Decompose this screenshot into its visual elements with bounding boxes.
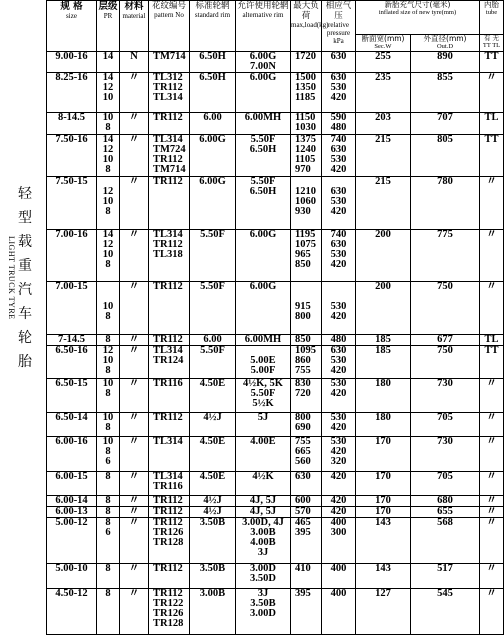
row-standard-rim: 4.50E (190, 472, 236, 496)
side-title-char: 胎 (18, 354, 32, 370)
row-alternative-rim: 4½K, 5K 5.50F 5½K (236, 379, 291, 413)
row-max-load: 1195 1075 965 850 (291, 230, 322, 282)
row-standard-rim: 3.50B (190, 518, 236, 564)
table-row (47, 507, 504, 518)
row-section-width: 170 (356, 437, 411, 472)
row-pattern: TR112 (149, 335, 190, 346)
row-section-width: 200 (356, 230, 411, 282)
row-max-load: 465 395 (291, 518, 322, 564)
row-pr: 14 12 10 8 (97, 135, 120, 177)
row-pressure: 400 (322, 589, 356, 635)
row-outer-diameter: 890 (411, 52, 480, 73)
row-outer-diameter: 545 (411, 589, 480, 635)
row-standard-rim: 3.50B (190, 564, 236, 589)
row-outer-diameter: 805 (411, 135, 480, 177)
row-max-load: 630 (291, 472, 322, 496)
table-row (47, 230, 504, 282)
row-size: 7.50-15 (47, 177, 97, 230)
row-pr: 14 12 10 (97, 73, 120, 113)
row-tube: 〃 (480, 379, 504, 413)
row-material: 〃 (120, 230, 149, 282)
row-pressure: 400 300 (322, 518, 356, 564)
row-tube: 〃 (480, 282, 504, 335)
row-material: 〃 (120, 472, 149, 496)
header-pr: 层级 PR (97, 1, 120, 52)
row-tube: 〃 (480, 413, 504, 437)
row-pr: 8 (97, 589, 120, 635)
side-title-char: 轮 (18, 330, 32, 346)
header-inflated-size: 新胎充气尺寸(毫米) inflated size of new tyre(mm) (356, 1, 480, 35)
row-standard-rim: 4½J (190, 413, 236, 437)
row-pressure: 630 530 420 (322, 177, 356, 230)
row-section-width: 215 (356, 135, 411, 177)
row-pattern: TR112 TR126 TR128 (149, 518, 190, 564)
row-max-load: 850 (291, 335, 322, 346)
row-max-load: 395 (291, 589, 322, 635)
row-section-width: 143 (356, 518, 411, 564)
header-tube: 内胎 tube (480, 1, 504, 35)
row-pattern: TR112 (149, 413, 190, 437)
header-size: 规 格 size (47, 1, 97, 52)
table-row (47, 589, 504, 635)
row-material: 〃 (120, 413, 149, 437)
row-pattern: TR112 (149, 282, 190, 335)
row-max-load: 600 (291, 496, 322, 507)
row-pressure: 420 (322, 472, 356, 496)
row-max-load: 1720 (291, 52, 322, 73)
table-row (47, 335, 504, 346)
row-section-width: 127 (356, 589, 411, 635)
row-outer-diameter: 568 (411, 518, 480, 564)
row-standard-rim: 3.00B (190, 589, 236, 635)
row-section-width: 255 (356, 52, 411, 73)
row-alternative-rim: 6.00G (236, 282, 291, 335)
table-row (47, 379, 504, 413)
row-tube: TL (480, 335, 504, 346)
row-pressure: 400 (322, 564, 356, 589)
row-standard-rim: 4½J (190, 496, 236, 507)
row-outer-diameter: 707 (411, 113, 480, 135)
row-pattern: TL314 TR112 TL318 (149, 230, 190, 282)
row-standard-rim: 5.50F (190, 282, 236, 335)
row-alternative-rim: 5.50F 6.50H (236, 135, 291, 177)
row-pattern: TM714 (149, 52, 190, 73)
row-pattern: TR112 (149, 496, 190, 507)
table-row (47, 518, 504, 564)
row-outer-diameter: 855 (411, 73, 480, 113)
row-section-width: 200 (356, 282, 411, 335)
row-material: 〃 (120, 496, 149, 507)
row-tube: 〃 (480, 564, 504, 589)
table-row (47, 472, 504, 496)
row-tube: 〃 (480, 589, 504, 635)
row-size: 6.00-16 (47, 437, 97, 472)
header-tube-type: 有 无 TT TL (480, 35, 504, 52)
row-pr: 8 (97, 564, 120, 589)
header-alternative-rim: 允许使用轮辋 alternative rim (236, 1, 291, 52)
row-outer-diameter: 750 (411, 282, 480, 335)
row-outer-diameter: 655 (411, 507, 480, 518)
row-max-load: 1150 1030 (291, 113, 322, 135)
table-row (47, 413, 504, 437)
row-alternative-rim: 6.00MH (236, 335, 291, 346)
row-section-width: 185 (356, 335, 411, 346)
row-material: 〃 (120, 589, 149, 635)
row-max-load: 1500 1350 1185 (291, 73, 322, 113)
row-section-width: 203 (356, 113, 411, 135)
row-pressure: 530 420 (322, 282, 356, 335)
row-pr: 12 10 8 (97, 346, 120, 379)
row-max-load: 830 720 (291, 379, 322, 413)
row-max-load: 800 690 (291, 413, 322, 437)
table-row (47, 282, 504, 335)
row-outer-diameter: 775 (411, 230, 480, 282)
row-pattern: TR112 TR122 TR126 TR128 (149, 589, 190, 635)
row-alternative-rim: 3J 3.50B 3.00D (236, 589, 291, 635)
row-section-width: 170 (356, 496, 411, 507)
row-pressure: 530 420 (322, 413, 356, 437)
row-section-width: 185 (356, 346, 411, 379)
row-max-load: 410 (291, 564, 322, 589)
table-row (47, 135, 504, 177)
row-outer-diameter: 730 (411, 437, 480, 472)
row-pattern: TL314 (149, 437, 190, 472)
row-material: 〃 (120, 282, 149, 335)
table-row (47, 564, 504, 589)
row-tube: TL (480, 113, 504, 135)
row-pattern: TL314 TR124 (149, 346, 190, 379)
row-pattern: TL314 TR116 (149, 472, 190, 496)
row-pr: 8 6 (97, 518, 120, 564)
row-pattern: TR116 (149, 379, 190, 413)
row-size: 6.00-14 (47, 496, 97, 507)
side-title-char: 轻 (18, 186, 32, 202)
row-alternative-rim: 3.00D 3.50D (236, 564, 291, 589)
row-tube: 〃 (480, 230, 504, 282)
side-title-char: 车 (18, 306, 32, 322)
row-pressure: 420 (322, 507, 356, 518)
row-alternative-rim: 4.00E (236, 437, 291, 472)
side-title-char: 型 (18, 210, 32, 226)
row-material: 〃 (120, 113, 149, 135)
row-tube: 〃 (480, 73, 504, 113)
header-material: 材料 material (120, 1, 149, 52)
row-pr: 14 12 10 8 (97, 230, 120, 282)
row-size: 6.50-14 (47, 413, 97, 437)
row-material: 〃 (120, 518, 149, 564)
row-pressure: 530 420 320 (322, 437, 356, 472)
row-tube: 〃 (480, 177, 504, 230)
row-standard-rim: 6.00G (190, 177, 236, 230)
row-outer-diameter: 750 (411, 346, 480, 379)
row-standard-rim: 5.50F (190, 230, 236, 282)
row-size: 6.00-15 (47, 472, 97, 496)
row-alternative-rim: 6.00G (236, 230, 291, 282)
row-alternative-rim: 5.50F 6.50H (236, 177, 291, 230)
row-tube: 〃 (480, 437, 504, 472)
row-section-width: 215 (356, 177, 411, 230)
row-size: 7.00-16 (47, 230, 97, 282)
row-max-load: 915 800 (291, 282, 322, 335)
row-tube: 〃 (480, 496, 504, 507)
table-row (47, 496, 504, 507)
row-pressure: 740 630 530 420 (322, 230, 356, 282)
row-size: 7-14.5 (47, 335, 97, 346)
row-size: 7.00-15 (47, 282, 97, 335)
row-standard-rim: 6.50H (190, 52, 236, 73)
row-section-width: 143 (356, 564, 411, 589)
row-pattern: TR112 (149, 113, 190, 135)
table-row (47, 437, 504, 472)
row-max-load: 570 (291, 507, 322, 518)
header-standard-rim: 标准轮辋 standard rim (190, 1, 236, 52)
row-alternative-rim: 3.00D, 4J 3.00B 4.00B 3J (236, 518, 291, 564)
row-outer-diameter: 730 (411, 379, 480, 413)
row-pressure: 590 480 (322, 113, 356, 135)
row-section-width: 180 (356, 379, 411, 413)
row-outer-diameter: 705 (411, 413, 480, 437)
row-standard-rim: 4.50E (190, 437, 236, 472)
row-size: 6.50-16 (47, 346, 97, 379)
row-size: 4.50-12 (47, 589, 97, 635)
row-alternative-rim: 5.00E 5.00F (236, 346, 291, 379)
row-section-width: 235 (356, 73, 411, 113)
row-outer-diameter: 677 (411, 335, 480, 346)
table-row (47, 346, 504, 379)
row-tube: TT (480, 346, 504, 379)
row-size: 8.25-16 (47, 73, 97, 113)
header-section-width: 断面宽(mm) Sec.W (356, 35, 411, 52)
row-tube: 〃 (480, 507, 504, 518)
row-size: 6.50-15 (47, 379, 97, 413)
row-outer-diameter: 780 (411, 177, 480, 230)
row-pressure: 480 (322, 335, 356, 346)
row-pr: 14 (97, 52, 120, 73)
row-pattern: TR112 (149, 507, 190, 518)
header-pressure: 相应气压 relative pressure kPa (322, 1, 356, 52)
row-standard-rim: 6.50H (190, 73, 236, 113)
row-pressure: 630 530 420 (322, 73, 356, 113)
row-pr: 8 (97, 496, 120, 507)
row-material: 〃 (120, 346, 149, 379)
row-pr: 12 10 8 (97, 177, 120, 230)
side-title-char: 汽 (18, 282, 32, 298)
row-material: 〃 (120, 564, 149, 589)
row-pr: 10 8 (97, 379, 120, 413)
row-size: 6.00-13 (47, 507, 97, 518)
row-pressure: 630 (322, 52, 356, 73)
row-pressure: 630 530 420 (322, 346, 356, 379)
row-max-load: 1095 860 755 (291, 346, 322, 379)
table-row (47, 177, 504, 230)
row-tube: TT (480, 135, 504, 177)
row-pattern: TL312 TR112 TL314 (149, 73, 190, 113)
row-material: 〃 (120, 379, 149, 413)
side-title (0, 0, 46, 597)
row-material: 〃 (120, 437, 149, 472)
side-title-english: LIGHT TRUCK TYRE (7, 236, 16, 320)
row-standard-rim: 4½J (190, 507, 236, 518)
row-pr: 8 (97, 507, 120, 518)
row-alternative-rim: 4J, 5J (236, 507, 291, 518)
row-pr: 10 8 (97, 413, 120, 437)
row-tube: TT (480, 52, 504, 73)
row-standard-rim: 6.00G (190, 135, 236, 177)
row-pr: 8 (97, 335, 120, 346)
row-section-width: 180 (356, 413, 411, 437)
row-material: 〃 (120, 135, 149, 177)
header-outer-diameter: 外直径(mm) Out.D (411, 35, 480, 52)
row-material: N (120, 52, 149, 73)
row-pr: 10 8 (97, 282, 120, 335)
tyre-spec-table (46, 0, 504, 635)
row-standard-rim: 4.50E (190, 379, 236, 413)
row-section-width: 170 (356, 472, 411, 496)
row-max-load: 755 665 560 (291, 437, 322, 472)
row-alternative-rim: 6.00MH (236, 113, 291, 135)
row-outer-diameter: 705 (411, 472, 480, 496)
row-standard-rim: 5.50F (190, 346, 236, 379)
row-tube: 〃 (480, 472, 504, 496)
row-material: 〃 (120, 177, 149, 230)
row-tube: 〃 (480, 518, 504, 564)
header-max-load: 最大负荷 max,load(kg) (291, 1, 322, 52)
row-pressure: 530 420 (322, 379, 356, 413)
row-alternative-rim: 6.00G 7.00N (236, 52, 291, 73)
row-pr: 10 8 6 (97, 437, 120, 472)
row-alternative-rim: 4½K (236, 472, 291, 496)
row-outer-diameter: 517 (411, 564, 480, 589)
row-pattern: TR112 (149, 564, 190, 589)
row-pattern: TR112 (149, 177, 190, 230)
table-row (47, 113, 504, 135)
row-pressure: 420 (322, 496, 356, 507)
row-size: 8-14.5 (47, 113, 97, 135)
row-pressure: 740 630 530 420 (322, 135, 356, 177)
table-row (47, 52, 504, 73)
row-max-load: 1210 1060 930 (291, 177, 322, 230)
row-material: 〃 (120, 507, 149, 518)
row-pr: 8 (97, 472, 120, 496)
row-max-load: 1375 1240 1105 970 (291, 135, 322, 177)
row-section-width: 170 (356, 507, 411, 518)
row-alternative-rim: 6.00G (236, 73, 291, 113)
row-pattern: TL314 TM724 TR112 TM714 (149, 135, 190, 177)
side-title-char: 重 (18, 258, 32, 274)
header-pattern: 花纹编号 pattern No (149, 1, 190, 52)
table-row (47, 73, 504, 113)
row-size: 5.00-12 (47, 518, 97, 564)
side-title-char: 载 (18, 234, 32, 250)
row-size: 7.50-16 (47, 135, 97, 177)
row-size: 5.00-10 (47, 564, 97, 589)
row-standard-rim: 6.00 (190, 113, 236, 135)
row-material: 〃 (120, 73, 149, 113)
row-outer-diameter: 680 (411, 496, 480, 507)
row-material: 〃 (120, 335, 149, 346)
row-standard-rim: 6.00 (190, 335, 236, 346)
row-size: 9.00-16 (47, 52, 97, 73)
row-alternative-rim: 4J, 5J (236, 496, 291, 507)
row-pr: 10 8 (97, 113, 120, 135)
row-alternative-rim: 5J (236, 413, 291, 437)
